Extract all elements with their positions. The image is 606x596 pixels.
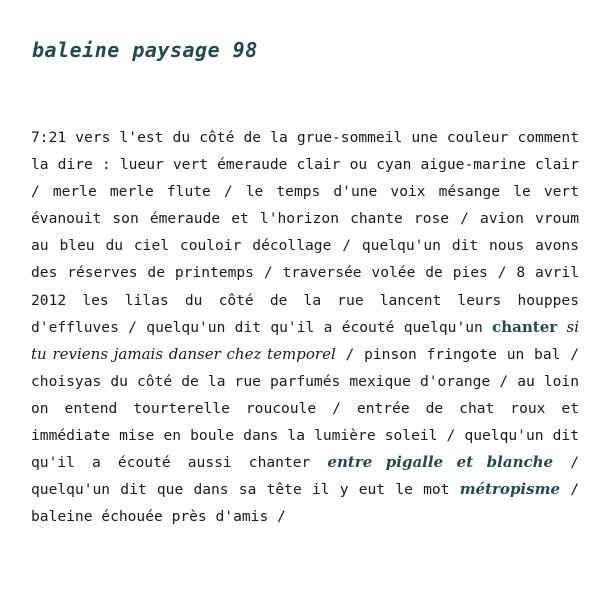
page-title: baleine paysage 98 [32, 38, 258, 62]
poem-segment-1: 7:21 vers l'est du côté de la grue-sommeil une couleur comment la dire : lueur vert émeraude clair ou cyan aigue-marine clair / merle merle flute / le temps d'une voix mésange le vert évanouit son émeraude et l'horizon chante rose / avion vroum au bleu du ciel couloir décollage / quelqu'un dit nous avons des réserves de printemps / traversée volée de pies / 8 avril 2012 les lilas du côté de la rue lancent leurs houppes d'effluves / quelqu'un dit qu'il a écouté quelqu'un [31, 129, 579, 336]
emphasis-chanter: chanter [492, 317, 558, 336]
poem-text [31, 124, 579, 530]
poem-segment-2: / pinson fringote un bal / choisyas du côté de la rue parfumés mexique d'orange / au loin on entend tourterelle roucoule / entrée de chat roux et immédiate mise en boule dans la lumière soleil / quelqu'un dit qu'il a écouté aussi chanter [31, 345, 579, 472]
poem-segment-4: / baleine échouée près d'amis / [31, 481, 580, 526]
poem-segment-3: / quelqu'un dit que dans sa tête il y eut le mot [31, 454, 579, 499]
song-title-pigalle: entre pigalle et blanche [327, 453, 554, 472]
song-title-temporel: si tu reviens jamais danser chez temporel [31, 317, 579, 363]
emphasis-metropisme: métropisme [459, 480, 560, 499]
